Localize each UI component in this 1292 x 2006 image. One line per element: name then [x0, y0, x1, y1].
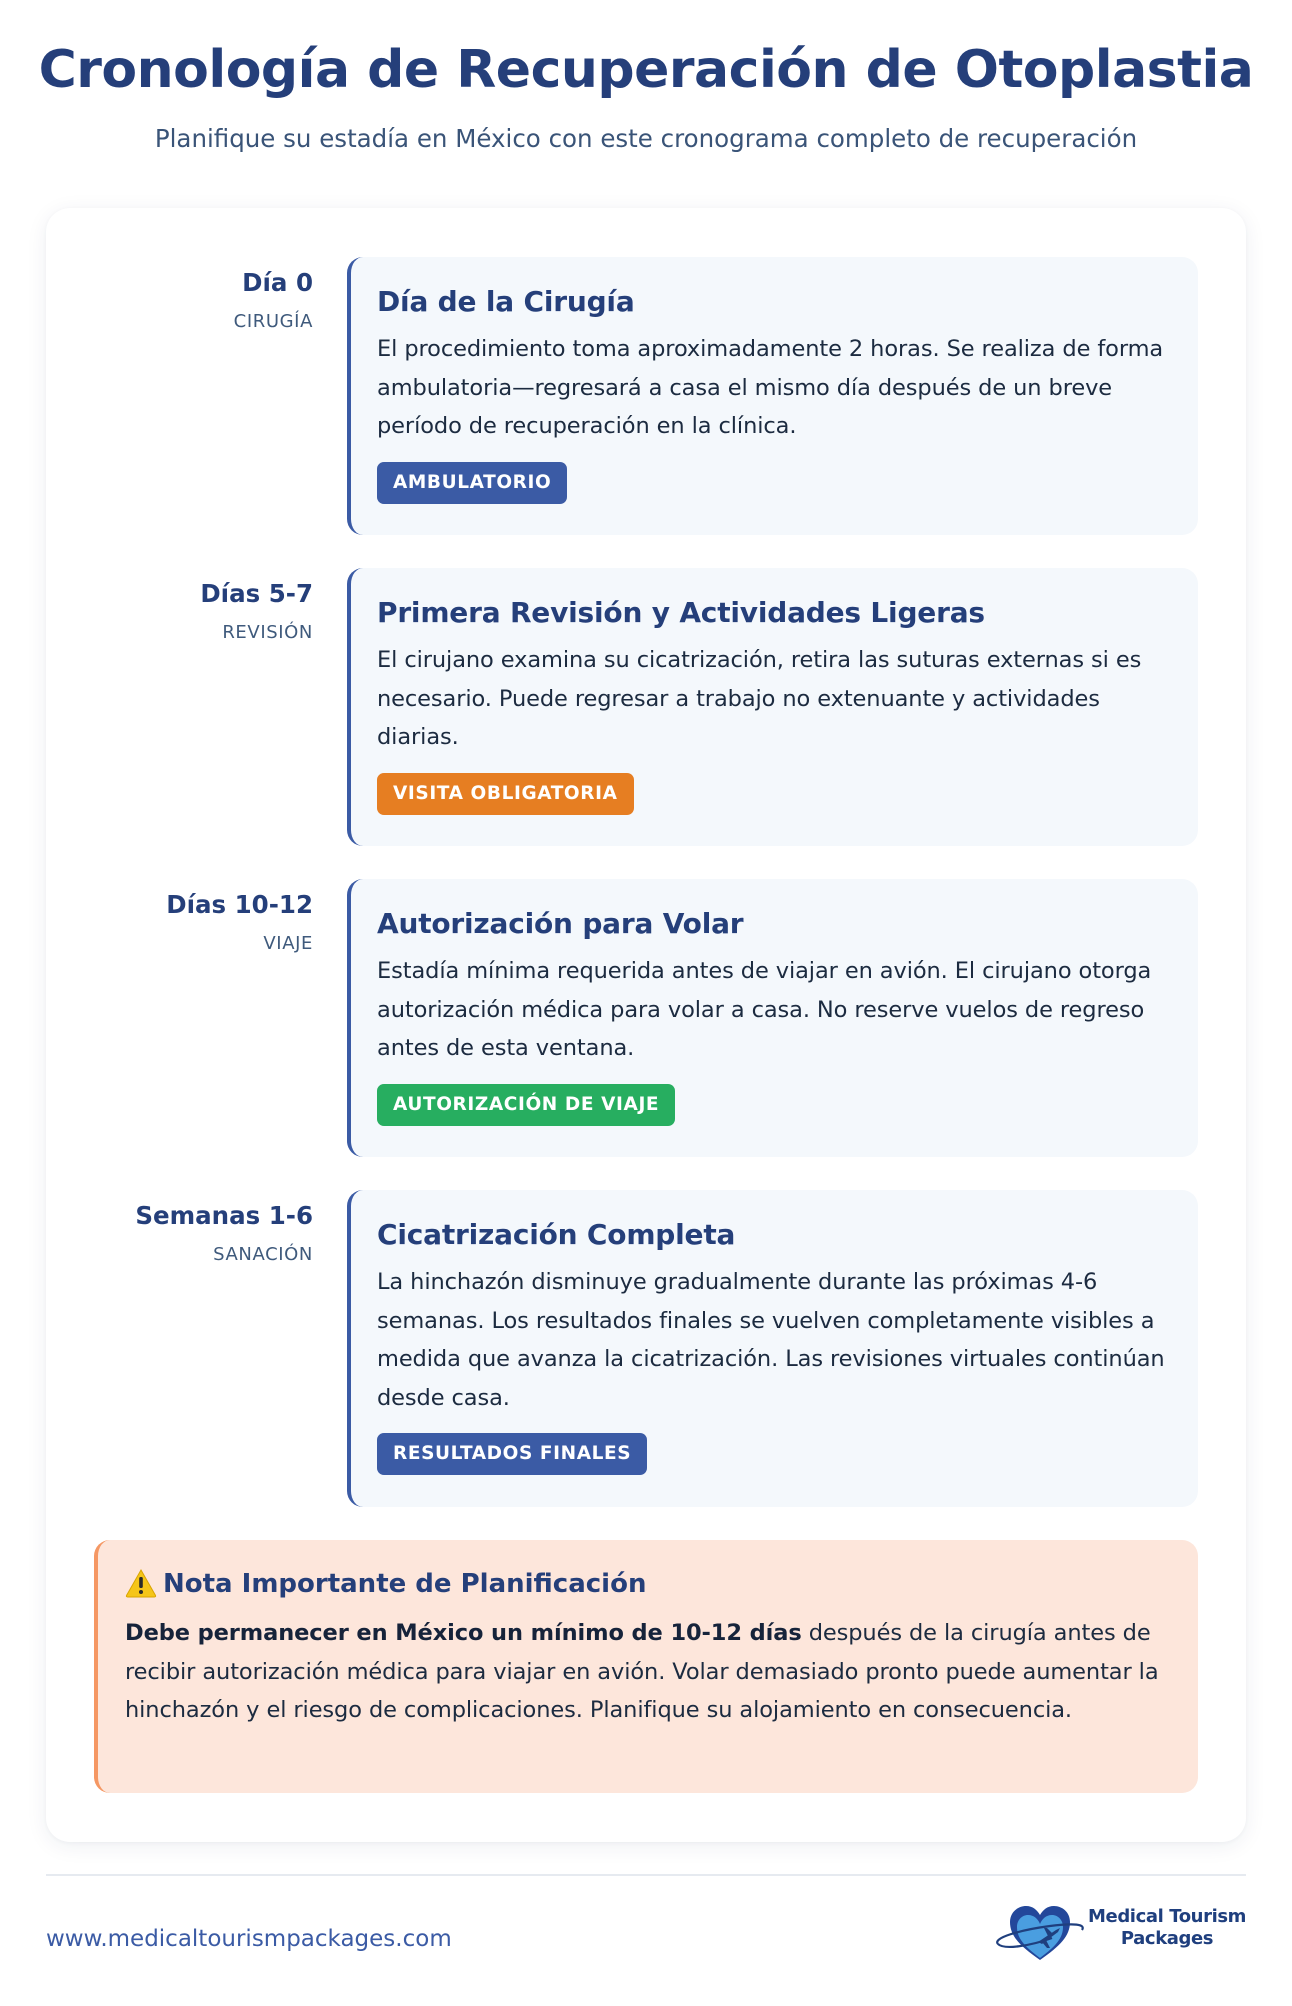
status-badge: AMBULATORIO [377, 462, 567, 504]
event-title: Autorización para Volar [377, 907, 744, 940]
timeline-container [46, 208, 1246, 1842]
time-period: Días 10-12 [166, 890, 313, 919]
event-description: El cirujano examina su cicatrización, retira las suturas externas si es necesario. Puede regresar a trabajo no extenuante y actividades diarias. [377, 647, 1142, 750]
heart-plane-logo-icon [990, 1900, 1090, 1964]
event-description: La hinchazón disminuye gradualmente durante las próximas 4-6 semanas. Los resultados finales se vuelven completamente visibles a medida que avanza la cicatrización. Las revisiones virtuales continúan desde casa. [377, 1269, 1165, 1411]
time-phase: CIRUGÍA [233, 311, 313, 332]
status-badge: RESULTADOS FINALES [377, 1433, 647, 1475]
page-title: Cronología de Recuperación de Otoplastia [38, 40, 1254, 100]
event-card [347, 1190, 1198, 1507]
note-title: Nota Importante de Planificación [163, 1569, 647, 1599]
planning-note [94, 1540, 1198, 1793]
status-badge: AUTORIZACIÓN DE VIAJE [377, 1084, 675, 1126]
event-title: Día de la Cirugía [377, 285, 635, 318]
time-period: Día 0 [242, 268, 313, 297]
note-emphasis: Debe permanecer en México un mínimo de 10-12 días [125, 1620, 802, 1646]
event-description: El procedimiento toma aproximadamente 2 horas. Se realiza de forma ambulatoria—regresará a casa el mismo día después de un breve período de recuperación en la clínica. [377, 336, 1164, 439]
time-label [94, 257, 313, 335]
website-link[interactable]: www.medicaltourismpackages.com [46, 1926, 452, 1952]
warning-icon [125, 1568, 157, 1598]
page-subtitle: Planifique su estadía en México con este cronograma completo de recuperación [154, 124, 1138, 153]
brand-logo [990, 1900, 1246, 1964]
time-phase: REVISIÓN [222, 622, 313, 643]
logo-line-1: Medical Tourism [1088, 1906, 1247, 1927]
time-label [94, 1190, 313, 1268]
event-card [347, 879, 1198, 1157]
time-phase: SANACIÓN [213, 1244, 313, 1265]
time-phase: VIAJE [263, 933, 313, 954]
footer-divider [46, 1874, 1246, 1876]
event-title: Cicatrización Completa [377, 1218, 736, 1251]
note-body [125, 1614, 1168, 1730]
event-card [347, 568, 1198, 846]
status-badge: VISITA OBLIGATORIA [377, 773, 634, 815]
time-period: Días 5-7 [200, 579, 313, 608]
note-text: después de la cirugía antes de recibir autorización médica para viajar en avión. Volar demasiado pronto puede aumentar la hinchazón y el riesgo de complicaciones. Planifique su alojamiento en consecuencia. [125, 1620, 1159, 1723]
note-heading [125, 1566, 1168, 1602]
event-card [347, 257, 1198, 535]
time-period: Semanas 1-6 [135, 1201, 313, 1230]
event-title: Primera Revisión y Actividades Ligeras [377, 596, 985, 629]
event-description: Estadía mínima requerida antes de viajar en avión. El cirujano otorga autorización médica para volar a casa. No reserve vuelos de regreso antes de esta ventana. [377, 958, 1152, 1061]
logo-line-2: Packages [1120, 1928, 1214, 1949]
time-label [94, 568, 313, 646]
logo-wordmark [1088, 1906, 1246, 1950]
time-label [94, 879, 313, 957]
